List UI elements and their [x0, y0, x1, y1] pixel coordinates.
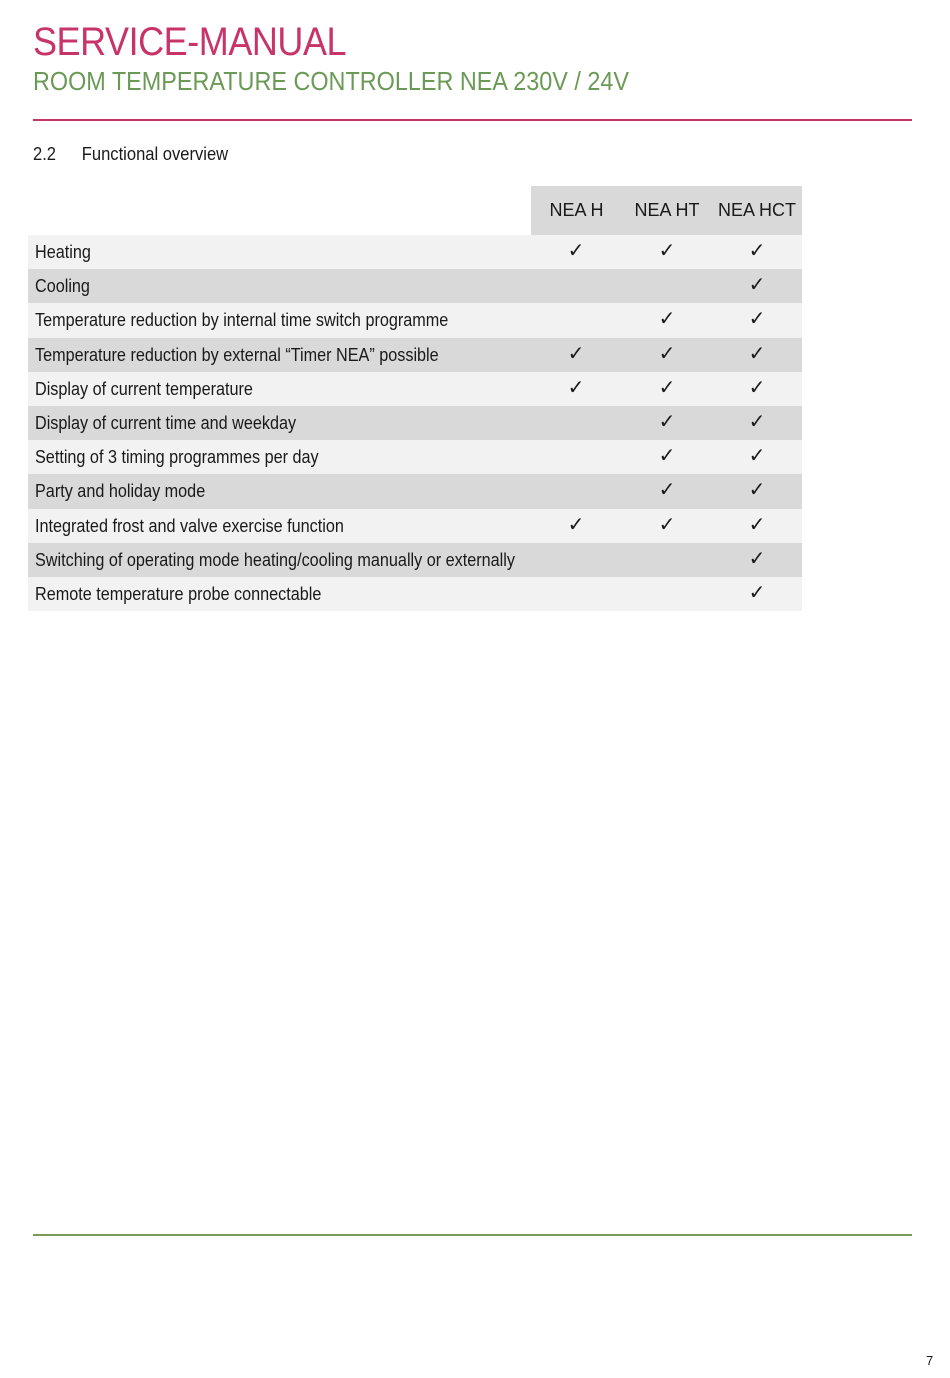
table-row [28, 406, 802, 440]
table-row [28, 372, 802, 406]
check-icon: ✓ [658, 374, 676, 399]
feature-label: Display of current time and weekday [35, 412, 297, 433]
check-icon: ✓ [658, 340, 676, 365]
check-icon: ✓ [748, 545, 766, 570]
table-row [28, 474, 802, 508]
document-subtitle: ROOM TEMPERATURE CONTROLLER NEA 230V / 24V [33, 66, 629, 96]
feature-label: Temperature reduction by external “Timer NEA” possible [35, 344, 439, 365]
check-icon: ✓ [567, 340, 585, 365]
section-heading [33, 142, 228, 166]
check-icon: ✓ [748, 272, 766, 297]
check-icon: ✓ [567, 374, 585, 399]
column-header-nea-h: NEA H [549, 200, 604, 220]
check-icon: ✓ [748, 408, 766, 433]
footer-divider [33, 1234, 912, 1236]
table-row [28, 543, 802, 577]
check-icon: ✓ [658, 306, 676, 331]
check-icon: ✓ [658, 511, 676, 536]
table-row [28, 509, 802, 543]
feature-label: Display of current temperature [35, 378, 253, 399]
column-header-nea-ht: NEA HT [634, 200, 700, 220]
table-row [28, 440, 802, 474]
table-row [28, 235, 802, 269]
feature-label: Integrated frost and valve exercise function [35, 515, 344, 536]
table-header-row [28, 186, 802, 235]
check-icon: ✓ [748, 306, 766, 331]
check-icon: ✓ [748, 579, 766, 604]
check-icon: ✓ [748, 374, 766, 399]
functional-overview-table [28, 186, 802, 611]
page-number: 7 [926, 1353, 934, 1368]
check-icon: ✓ [567, 238, 585, 262]
feature-label: Remote temperature probe connectable [35, 583, 322, 604]
feature-label: Setting of 3 timing programmes per day [35, 447, 319, 468]
header-divider [33, 119, 912, 121]
feature-label: Temperature reduction by internal time switch programme [35, 310, 449, 331]
check-icon: ✓ [748, 238, 766, 262]
section-number: 2.2 [33, 144, 57, 164]
feature-label: Party and holiday mode [35, 481, 206, 502]
check-icon: ✓ [567, 511, 585, 536]
check-icon: ✓ [748, 340, 766, 365]
check-icon: ✓ [658, 477, 676, 502]
section-title: Functional overview [81, 144, 229, 164]
table-row [28, 338, 802, 372]
feature-label: Switching of operating mode heating/cooling manually or externally [35, 549, 515, 570]
check-icon: ✓ [658, 238, 676, 262]
table-row [28, 269, 802, 303]
check-icon: ✓ [748, 443, 766, 468]
check-icon: ✓ [748, 477, 766, 502]
check-icon: ✓ [658, 408, 676, 433]
feature-label: Heating [35, 242, 91, 262]
column-header-nea-hct: NEA HCT [717, 200, 796, 220]
table-body [28, 235, 802, 611]
table-row [28, 303, 802, 337]
feature-label: Cooling [35, 276, 90, 297]
document-title: SERVICE-MANUAL [33, 20, 347, 64]
check-icon: ✓ [748, 511, 766, 536]
check-icon: ✓ [658, 443, 676, 468]
table-row [28, 577, 802, 611]
